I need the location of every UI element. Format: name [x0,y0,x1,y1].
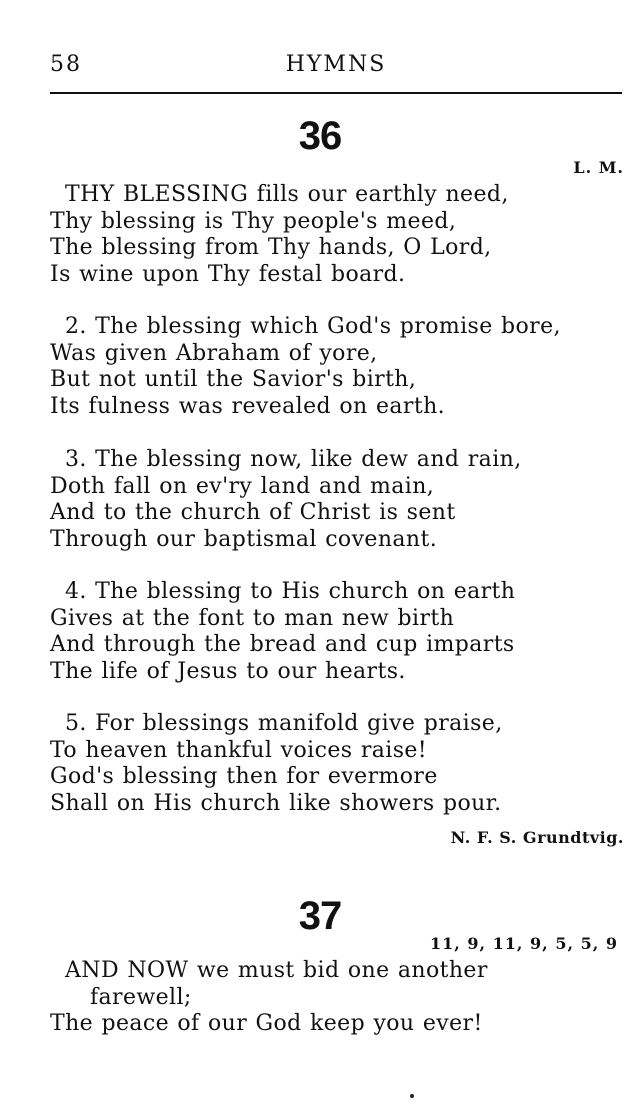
hymn-37-meter: 11, 9, 11, 9, 5, 5, 9 [429,934,618,953]
hymn-37-number: 37 [298,894,342,938]
page-number: 58 [50,52,82,77]
stanza-line: The blessing from Thy hands, O Lord, [50,235,492,260]
hymn-37-stanza-1 [50,958,625,1038]
stanza-line: And through the bread and cup imparts [50,632,515,657]
stanza-line: 5. For blessings manifold give praise, [65,711,503,736]
hymn-36-stanza-3 [50,447,625,553]
stanza-line: But not until the Savior's birth, [50,367,417,392]
page-header [50,52,622,86]
stanza-line: To heaven thankful voices raise! [50,737,428,763]
hymn-36-stanza-2 [50,314,625,420]
hymn-36-meter: L. M. [573,158,624,177]
hymn-36-stanza-4 [50,579,625,685]
stanza-line: Is wine upon Thy festal board. [50,261,406,287]
stanza-line: AND NOW we must bid one another [65,958,488,983]
print-speck [410,1094,414,1098]
stanza-line: God's blessing then for evermore [50,764,438,789]
stanza-line: 2. The blessing which God's promise bore, [65,314,561,339]
stanza-line: Gives at the font to man new birth [50,605,455,631]
hymn-36-attribution: N. F. S. Grundtvig. [450,828,624,847]
stanza-line: The life of Jesus to our hearts. [50,658,406,684]
stanza-line: And to the church of Christ is sent [50,500,456,525]
header-rule [50,92,622,94]
stanza-line: Shall on His church like showers pour. [50,790,502,816]
stanza-line: farewell; [90,984,192,1010]
running-head: HYMNS [285,52,387,77]
stanza-line: Doth fall on ev'ry land and main, [50,473,435,499]
hymn-36-stanza-5 [50,711,625,817]
stanza-line: 3. The blessing now, like dew and rain, [65,447,522,472]
stanza-line: Thy blessing is Thy people's meed, [50,208,457,234]
stanza-line: Was given Abraham of yore, [50,340,378,366]
stanza-line: The peace of our God keep you ever! [50,1011,483,1036]
stanza-line: Through our baptismal covenant. [50,526,438,552]
stanza-line: Its fulness was revealed on earth. [50,393,446,419]
hymn-36-stanza-1 [50,182,625,288]
hymn-36-number: 36 [298,114,342,158]
stanza-line: THY BLESSING fills our earthly need, [65,182,509,207]
stanza-line: 4. The blessing to His church on earth [65,579,516,604]
